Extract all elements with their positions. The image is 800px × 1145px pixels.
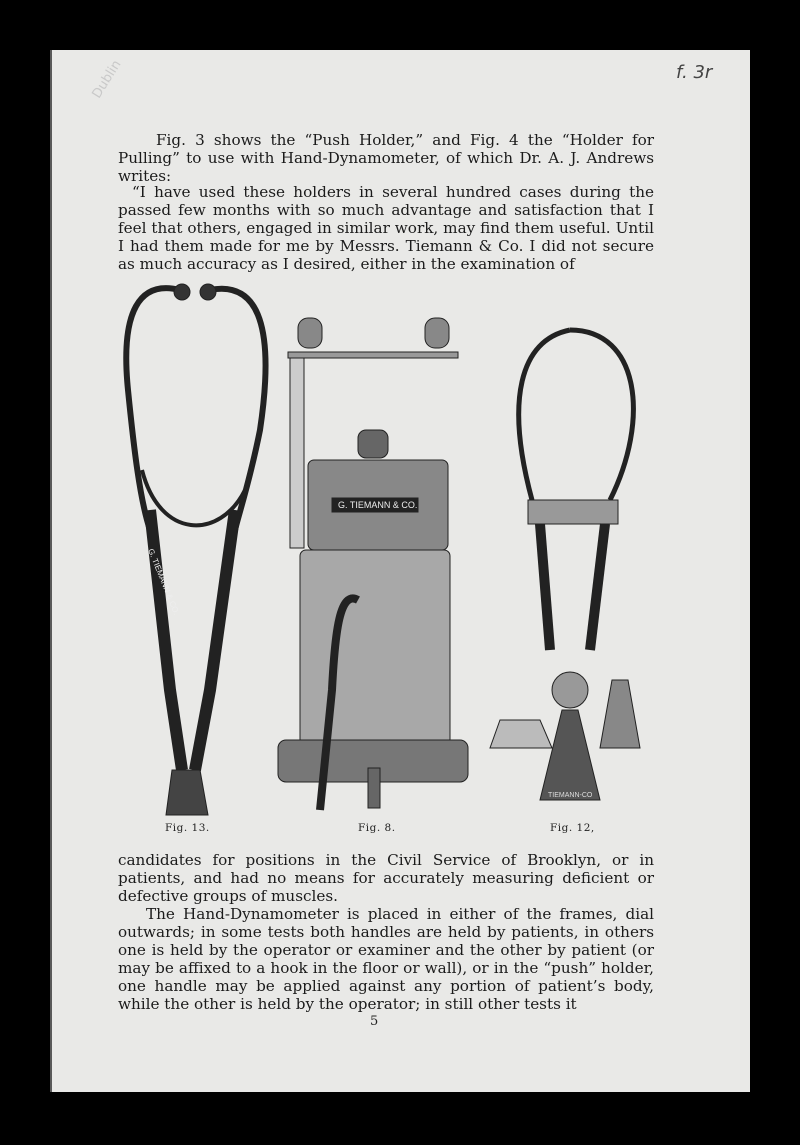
stethoscope-fig12 <box>490 330 640 800</box>
paragraph-3: candidates for positions in the Civil Service of Brooklyn, or in patients, and had no means for accurately measuring deficient or defective groups of muscles. <box>118 851 654 905</box>
margin-annotation: f. 3r <box>676 62 713 83</box>
paragraph-2: “I have used these holders in several hundred cases during the passed few months with so much advantage and satisfaction that I feel that others, engaged in similar work, may find them useful. Until I had them made for me by Messrs. Tiemann & Co. I did not secure as much accuracy as I desired, either in the examination of <box>118 183 654 273</box>
page-number: 5 <box>370 1014 379 1029</box>
stethoscope-fig13 <box>126 284 265 815</box>
dynamometer-fig8 <box>278 318 468 810</box>
paragraph-1: Fig. 3 shows the “Push Holder,” and Fig. 4 the “Holder for Pulling” to use with Hand-Dynamometer, of which Dr. A. J. Andrews writes: <box>118 131 654 185</box>
illustrations <box>100 270 660 830</box>
tube-lettering: G. TIEMANN & CO. <box>146 547 181 617</box>
plate-lettering: G. TIEMANN & CO. <box>338 500 418 510</box>
figure-label-13: Fig. 13. <box>165 822 210 834</box>
figure-label-12: Fig. 12, <box>550 822 595 834</box>
library-stamp: Dublin <box>89 57 125 102</box>
paragraph-4: The Hand-Dynamometer is placed in either of the frames, dial outwards; in some tests both handles are held by patients, in others one is held by the operator or examiner and the other by patient (or may be affixed to a hook in the floor or wall), or in the “push” holder, one handle may be applied against any portion of patient’s body, while the other is held by the operator; in still other tests it <box>118 905 654 1013</box>
bell-lettering: TIEMANN-CO <box>548 792 593 799</box>
figure-label-8: Fig. 8. <box>358 822 396 834</box>
